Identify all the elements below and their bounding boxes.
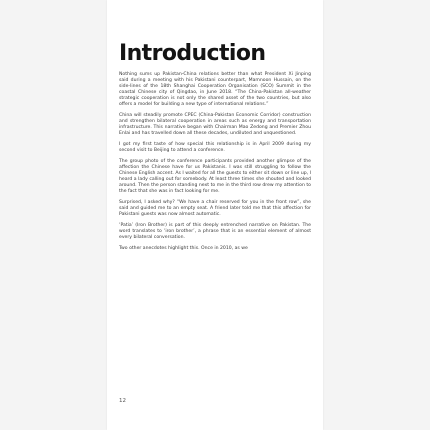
paragraph: The group photo of the conference participants provided another glimpse of the affection the Chinese have for us Pakistanis. I was still struggling to follow the Chinese English accent. As I waited for all the guests to either sit down or line up, I heard a lady calling out for somebody. At least three times she shouted and looked around. Then the person standing next to me in the third row drew my attention to the fact that she was in fact looking for me. bbox=[119, 158, 311, 195]
paragraph: Two other anecdotes highlight this. Once in 2010, as we bbox=[119, 245, 248, 251]
paragraph: China will steadily promote CPEC (China-Pakistan Economic Corridor) construction and strengthen bilateral cooperation in areas such as energy and transportation infrastructure. This narrative began with Chairman Mao Zedong and Premier Zhou Enlai and has travelled down all these decades, undiluted and unquestioned. bbox=[119, 113, 311, 137]
chapter-title: Introduction bbox=[119, 41, 266, 66]
paragraph: ‘Patia’ (Iron Brother) is part of this deeply entrenched narrative on Pakistan. The word translates to ‘iron brother’, a phrase that is an essential element of almost every bilateral conversation. bbox=[119, 222, 311, 241]
paragraph: I got my first taste of how special this relationship is in April 2009 during my second visit to Beijing to attend a conference. bbox=[119, 142, 311, 154]
chapter-body bbox=[119, 72, 311, 257]
page-number: 12 bbox=[119, 398, 126, 404]
book-page bbox=[107, 0, 323, 430]
paragraph: Surprised, I asked why? “We have a chair reserved for you in the front row”, she said and guided me to an empty seat. A friend later told me that this affection for Pakistani guests was now almost automatic. bbox=[119, 200, 311, 218]
paragraph: Nothing sums up Pakistan-China relations better than what President Xi Jinping said during a meeting with his Pakistani counterpart, Mamnoon Hussain, on the side-lines of the 18th Shanghai Cooperation Organisation (SCO) Summit in the coastal Chinese city of Qingdao, in June 2018. “The China-Pakistan all-weather strategic cooperation is not only the shared asset of the two countries, but also offers a model for building a new type of international relations.” bbox=[119, 72, 311, 108]
